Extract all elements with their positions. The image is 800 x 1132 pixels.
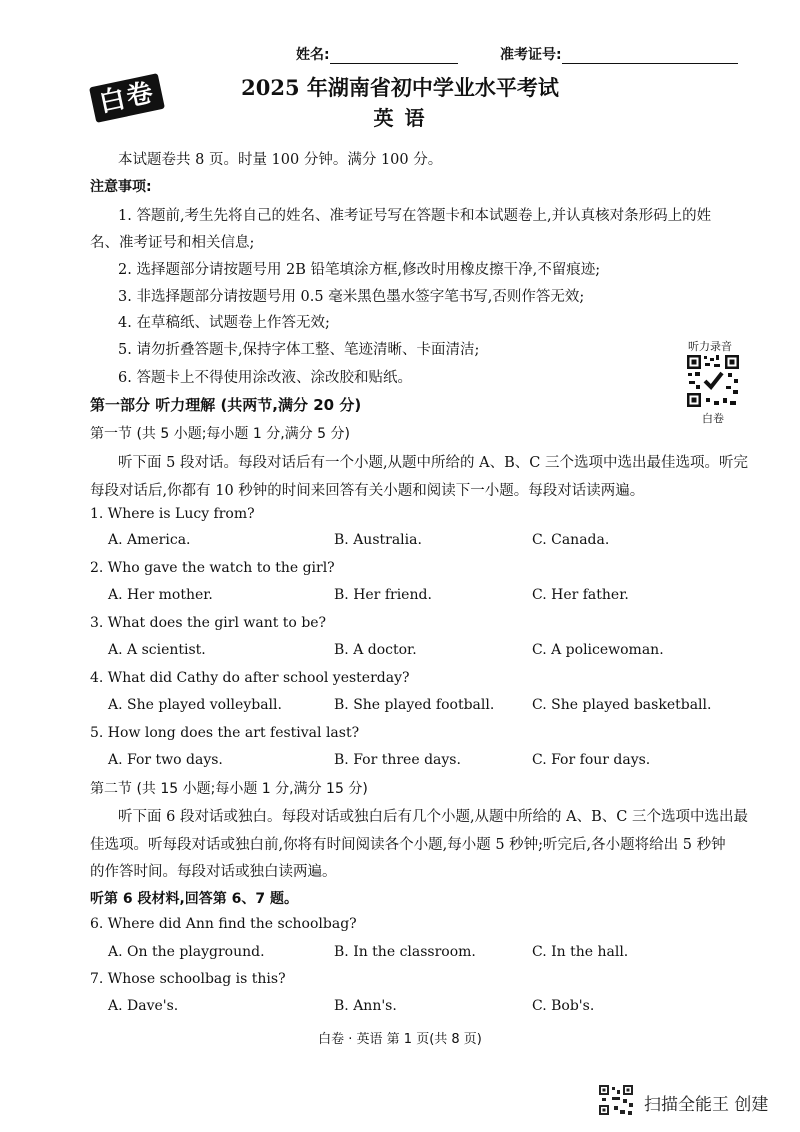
option-c: C. A policewoman. [532,642,664,658]
option-b: B. She played football. [334,697,495,713]
option-b: B. Australia. [334,532,422,548]
section2-title: 第二节 (共 15 小题;每小题 1 分,满分 15 分) [90,781,368,797]
question-4: 4. What did Cathy do after school yesterday? [90,670,410,686]
section1-instructions: 每段对话后,你都有 10 秒钟的时间来回答有关小题和阅读下一小题。每段对话读两遍。 [90,483,645,499]
section1-title: 第一节 (共 5 小题;每小题 1 分,满分 5 分) [90,426,350,442]
scanner-logo-icon [598,1084,634,1120]
note-item: 6. 答题卡上不得使用涂改液、涂改胶和贴纸。 [118,370,412,386]
option-c: C. For four days. [532,752,651,768]
question-1: 1. Where is Lucy from? [90,506,255,522]
option-a: A. Her mother. [108,587,213,603]
qr-bottom-label: 白卷 [702,412,724,425]
name-blank [330,49,458,64]
part1-title: 第一部分 听力理解 (共两节,满分 20 分) [90,396,362,414]
material-heading: 听第 6 段材料,回答第 6、7 题。 [90,891,299,907]
section2-instructions: 听下面 6 段对话或独白。每段对话或独白后有几个小题,从题中所给的 A、B、C 三个选项中选出最 [118,809,748,825]
option-b: B. Her friend. [334,587,432,603]
note-item: 4. 在草稿纸、试题卷上作答无效; [118,315,330,331]
option-a: A. America. [108,532,191,548]
id-field [500,44,738,64]
name-field [296,44,458,64]
option-b: B. A doctor. [334,642,417,658]
audio-qr-code[interactable] [686,354,740,412]
question-7: 7. Whose schoolbag is this? [90,971,286,987]
note-item: 1. 答题前,考生先将自己的姓名、准考证号写在答题卡和本试题卷上,并认真核对条形码上的姓 [118,208,712,224]
option-c: C. Canada. [532,532,610,548]
question-5: 5. How long does the art festival last? [90,725,360,741]
option-c: C. Bob's. [532,998,595,1014]
note-item: 5. 请勿折叠答题卡,保持字体工整、笔迹清晰、卡面清洁; [118,342,480,358]
white-paper-badge: 白卷 [89,73,165,123]
notes-heading: 注意事项: [90,179,152,195]
question-3: 3. What does the girl want to be? [90,615,327,631]
option-a: A. On the playground. [108,944,265,960]
note-item: 2. 选择题部分请按题号用 2B 铅笔填涂方框,修改时用橡皮擦干净,不留痕迹; [118,262,601,278]
question-2: 2. Who gave the watch to the girl? [90,560,335,576]
id-blank [562,49,738,64]
qr-top-label: 听力录音 [688,340,732,353]
intro-text: 本试题卷共 8 页。时量 100 分钟。满分 100 分。 [118,152,443,168]
section2-instructions: 佳选项。听每段对话或独白前,你将有时间阅读各个小题,每小题 5 秒钟;听完后,各小题将给出 5 秒钟 [90,837,726,853]
section1-instructions: 听下面 5 段对话。每段对话后有一个小题,从题中所给的 A、B、C 三个选项中选出最佳选项。听完 [118,455,748,471]
page-footer: 白卷 · 英语 第 1 页(共 8 页) [318,1032,482,1047]
name-label: 姓名: [296,47,330,63]
option-b: B. For three days. [334,752,461,768]
option-a: A. For two days. [108,752,223,768]
note-item: 3. 非选择题部分请按题号用 0.5 毫米黑色墨水签字笔书写,否则作答无效; [118,289,585,305]
subject-title: 英 语 [373,106,427,130]
option-b: B. In the classroom. [334,944,476,960]
exam-title: 2025 年湖南省初中学业水平考试 [241,75,559,100]
option-a: A. Dave's. [108,998,179,1014]
note-item: 名、准考证号和相关信息; [90,235,255,251]
scanner-watermark: 扫描全能王 创建 [644,1095,769,1115]
option-a: A. She played volleyball. [108,697,282,713]
question-6: 6. Where did Ann find the schoolbag? [90,916,357,932]
option-c: C. In the hall. [532,944,629,960]
section2-instructions: 的作答时间。每段对话或独白读两遍。 [90,864,337,880]
option-b: B. Ann's. [334,998,397,1014]
option-a: A. A scientist. [108,642,206,658]
option-c: C. Her father. [532,587,629,603]
option-c: C. She played basketball. [532,697,712,713]
id-label: 准考证号: [500,47,562,63]
